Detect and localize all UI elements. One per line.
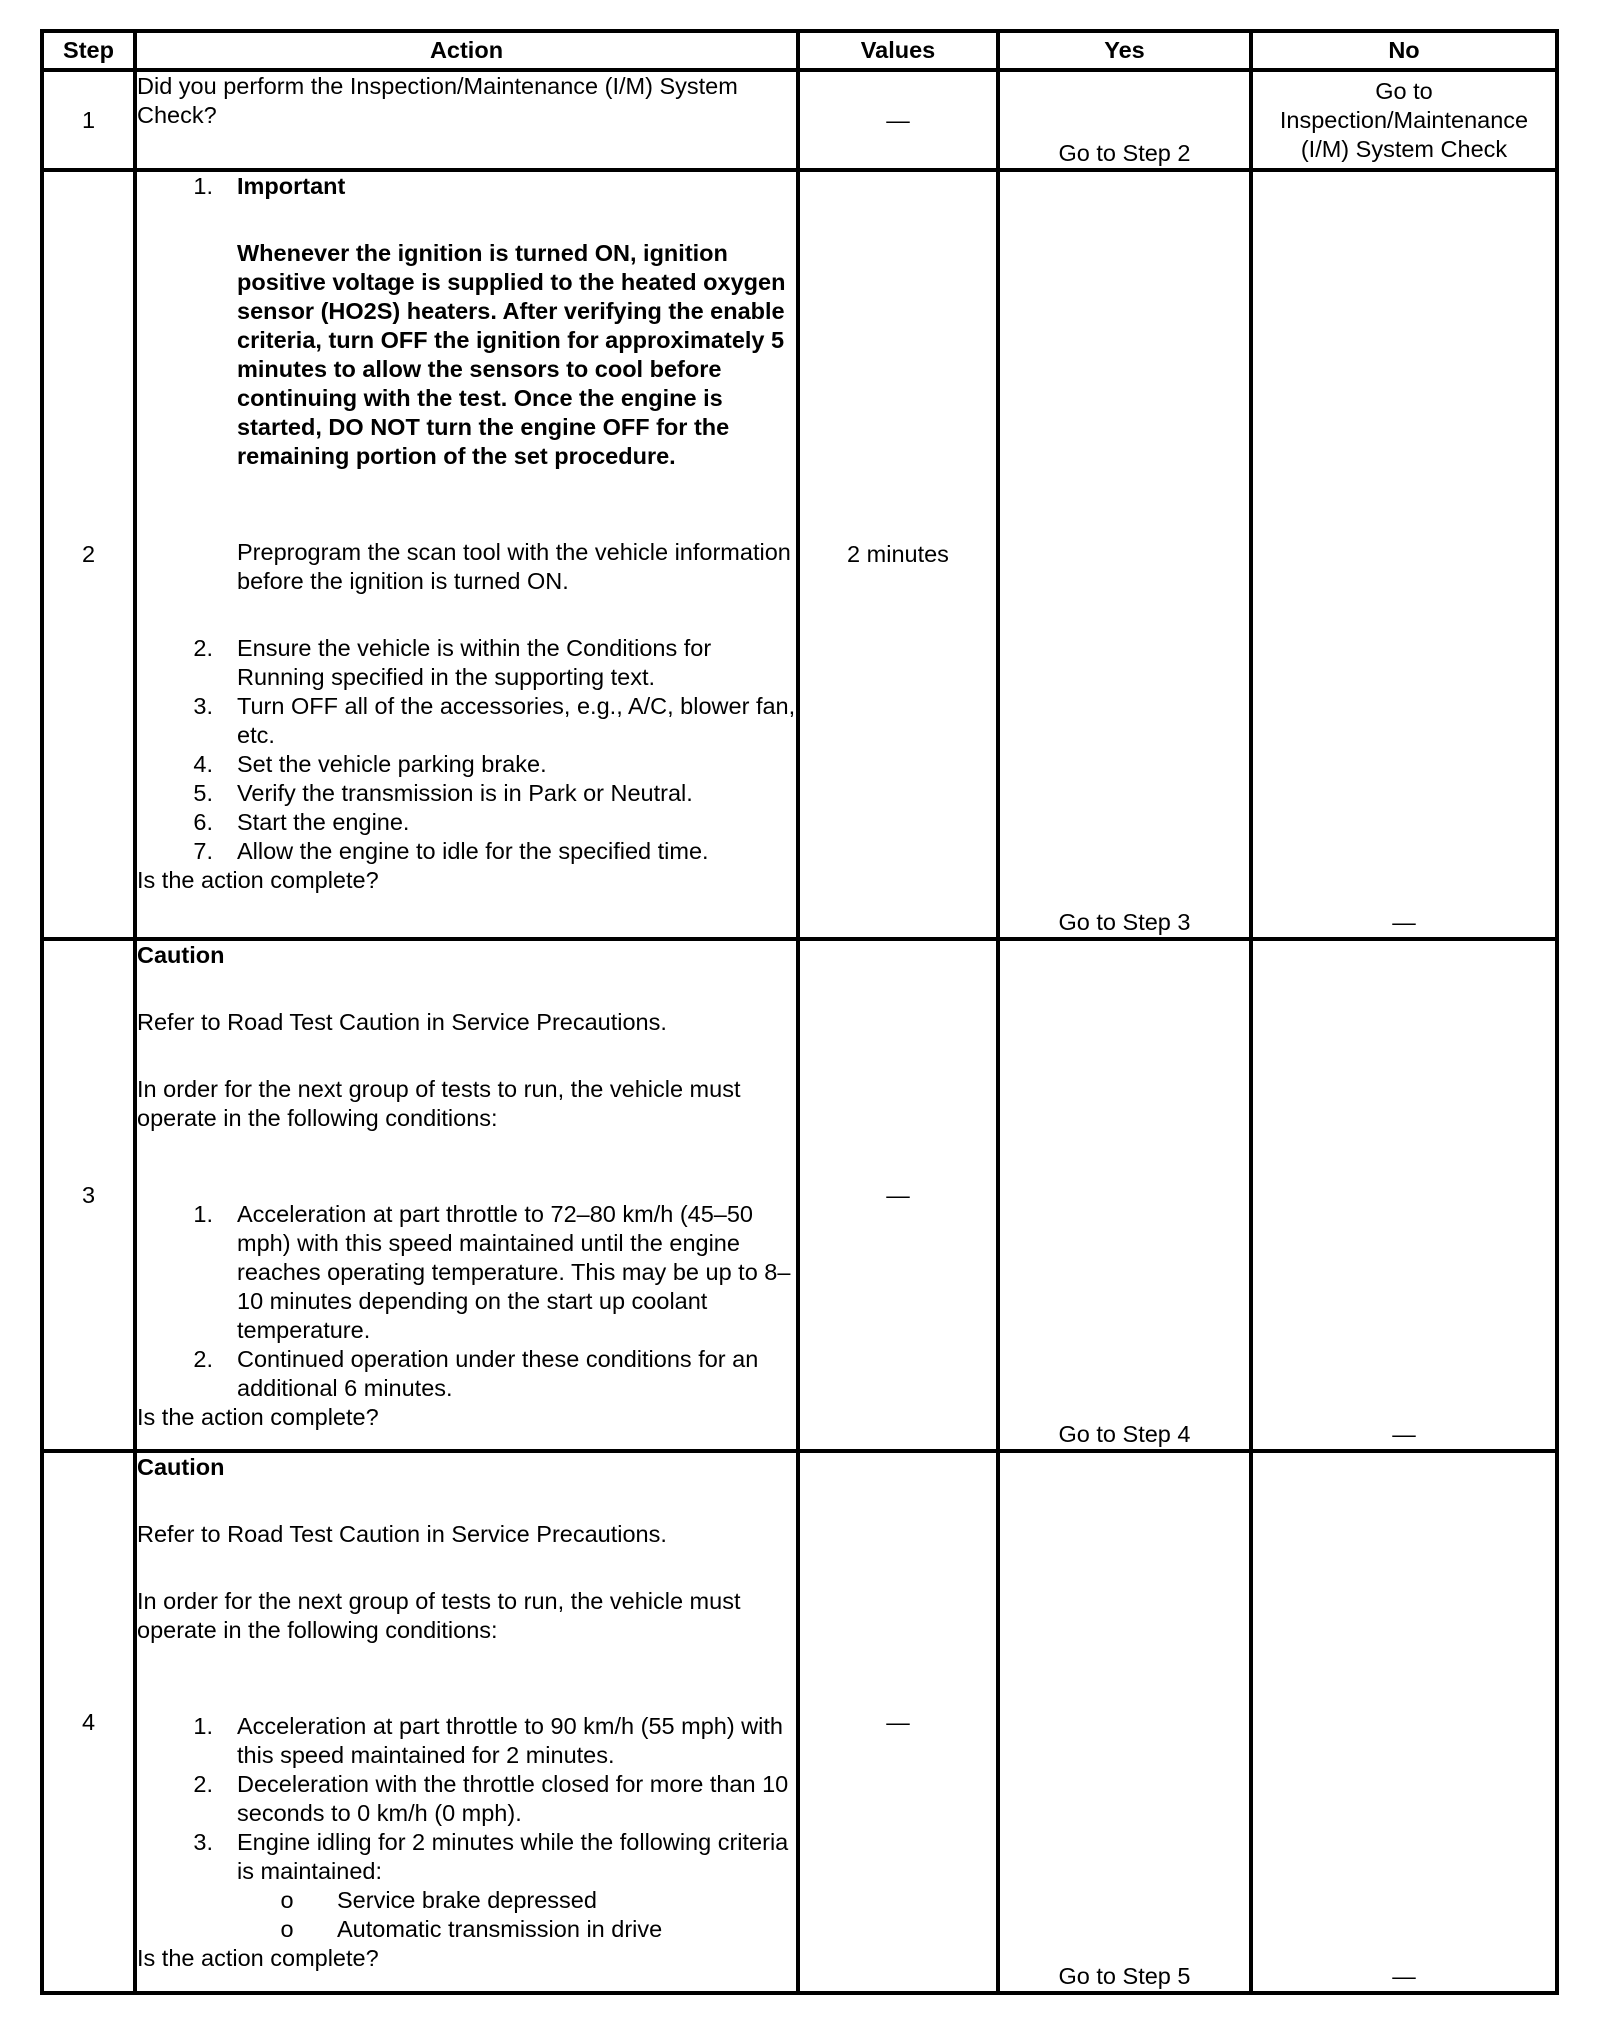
yes-cell: Go to Step 2: [998, 70, 1251, 170]
list-number: 4.: [193, 751, 213, 777]
conditions-intro: In order for the next group of tests to run, the vehicle must operate in the following conditions:: [137, 1588, 741, 1643]
list-number: 1.: [193, 1201, 213, 1227]
step-number: 3: [42, 939, 135, 1451]
action-question: Did you perform the Inspection/Maintenance (I/M) System Check?: [137, 73, 738, 128]
list-number: 3.: [193, 693, 213, 719]
important-text: Whenever the ignition is turned ON, ignition positive voltage is supplied to the heated oxygen sensor (HO2S) heaters. After verifying the enable criteria, turn OFF the ignition for approximately 5 minutes to allow the sensors to cool before continuing with the test. Once the engine is started, DO NOT turn the engine OFF for the remaining portion of the set procedure.: [237, 240, 786, 469]
list-text: Engine idling for 2 minutes while the following criteria is maintained:: [237, 1829, 789, 1884]
list-number: 6.: [193, 809, 213, 835]
list-item: [137, 172, 796, 201]
list-text: Verify the transmission is in Park or Neutral.: [237, 780, 693, 806]
list-number: 3.: [193, 1829, 213, 1855]
no-cell: —: [1251, 939, 1557, 1451]
list-text: Set the vehicle parking brake.: [237, 751, 547, 777]
list-text: Allow the engine to idle for the specified time.: [237, 838, 709, 864]
no-cell: Go to Inspection/Maintenance (I/M) System Check: [1251, 70, 1557, 170]
values-cell: —: [798, 939, 998, 1451]
yes-cell: Go to Step 5: [998, 1451, 1251, 1993]
values-cell: —: [798, 70, 998, 170]
caution-title: Caution: [137, 1454, 225, 1480]
sub-list-text: Automatic transmission in drive: [337, 1916, 663, 1942]
bullet-marker: o: [280, 1916, 294, 1942]
step-number: 2: [42, 170, 135, 939]
no-cell: —: [1251, 170, 1557, 939]
action-cell: [135, 170, 798, 939]
list-item: [137, 1200, 796, 1345]
conditions-list: [137, 1200, 796, 1403]
table-row-step-4: [42, 1451, 1557, 1993]
header-values: Values: [798, 31, 998, 70]
list-item: [137, 837, 796, 866]
list-text: Start the engine.: [237, 809, 410, 835]
preprogram-text: Preprogram the scan tool with the vehicle information before the ignition is turned ON.: [237, 539, 791, 594]
conditions-list: [137, 1712, 796, 1886]
table-row-step-3: [42, 939, 1557, 1451]
header-step: Step: [42, 31, 135, 70]
caution-reference: Refer to Road Test Caution in Service Precautions.: [137, 1521, 667, 1547]
list-number: 1.: [193, 1713, 213, 1739]
list-text: Acceleration at part throttle to 72–80 km/h (45–50 mph) with this speed maintained until the engine reaches operating temperature. This may be up to 8–10 minutes depending on the start up coolant temperature.: [237, 1201, 791, 1343]
action-cell: [135, 70, 798, 170]
header-row: [42, 31, 1557, 70]
sub-list-item: [237, 1915, 796, 1944]
list-number: 2.: [193, 635, 213, 661]
header-no: No: [1251, 31, 1557, 70]
list-item: [137, 1712, 796, 1770]
action-cell: [135, 939, 798, 1451]
list-text: Ensure the vehicle is within the Conditions for Running specified in the supporting text.: [237, 635, 712, 690]
list-text: Continued operation under these conditions for an additional 6 minutes.: [237, 1346, 759, 1401]
table-row-step-1: [42, 70, 1557, 170]
list-number: 2.: [193, 1771, 213, 1797]
list-item: [137, 1345, 796, 1403]
action-question: Is the action complete?: [137, 1404, 379, 1430]
step-number: 4: [42, 1451, 135, 1993]
sub-list-text: Service brake depressed: [337, 1887, 597, 1913]
list-text: Deceleration with the throttle closed for more than 10 seconds to 0 km/h (0 mph).: [237, 1771, 789, 1826]
list-item: [137, 779, 796, 808]
list-text: Turn OFF all of the accessories, e.g., A/C, blower fan, etc.: [237, 693, 796, 748]
list-item: [137, 692, 796, 750]
criteria-sublist: [137, 1886, 796, 1944]
list-text: Acceleration at part throttle to 90 km/h (55 mph) with this speed maintained for 2 minutes.: [237, 1713, 783, 1768]
values-cell: 2 minutes: [798, 170, 998, 939]
procedure-list: [137, 634, 796, 866]
header-yes: Yes: [998, 31, 1251, 70]
list-item: [137, 750, 796, 779]
action-question: Is the action complete?: [137, 867, 379, 893]
table-row-step-2: [42, 170, 1557, 939]
list-number: 5.: [193, 780, 213, 806]
yes-cell: Go to Step 3: [998, 170, 1251, 939]
header-action: Action: [135, 31, 798, 70]
conditions-intro: In order for the next group of tests to run, the vehicle must operate in the following conditions:: [137, 1076, 741, 1131]
list-item: [137, 1770, 796, 1828]
step-number: 1: [42, 70, 135, 170]
list-item: [137, 634, 796, 692]
bullet-marker: o: [280, 1887, 294, 1913]
list-number: 1.: [193, 173, 213, 199]
caution-title: Caution: [137, 942, 225, 968]
list-item: [137, 1828, 796, 1886]
list-number: 2.: [193, 1346, 213, 1372]
important-list: [137, 172, 796, 201]
action-question: Is the action complete?: [137, 1945, 379, 1971]
caution-reference: Refer to Road Test Caution in Service Precautions.: [137, 1009, 667, 1035]
list-item: [137, 808, 796, 837]
list-number: 7.: [193, 838, 213, 864]
values-cell: —: [798, 1451, 998, 1993]
diagnostic-table: [40, 29, 1559, 1995]
no-cell: —: [1251, 1451, 1557, 1993]
action-cell: [135, 1451, 798, 1993]
sub-list-item: [237, 1886, 796, 1915]
important-title: Important: [237, 173, 346, 199]
yes-cell: Go to Step 4: [998, 939, 1251, 1451]
